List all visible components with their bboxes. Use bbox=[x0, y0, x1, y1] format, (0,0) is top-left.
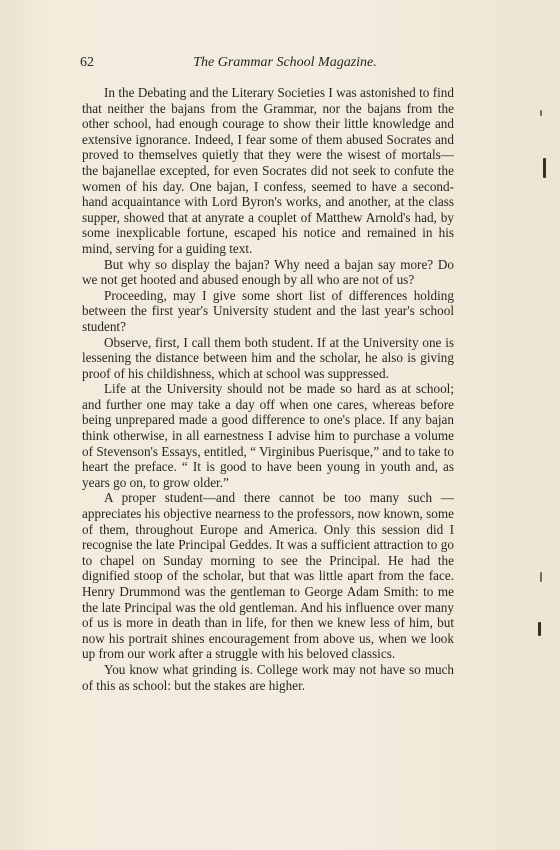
paragraph: Proceeding, may I give some short list of differences holding between the first year's University student and the last year's school student? bbox=[82, 287, 454, 334]
margin-ink-mark bbox=[540, 572, 542, 582]
paragraph: But why so display the bajan? Why need a bajan say more? Do we not get hooted and abused enough by all who are not of us? bbox=[82, 256, 454, 288]
paragraph: A proper student—and there cannot be too many such —appreciates his objective nearness to the professors, now known, some of them, throughout Europe and America. Only this session did I recognise the late Principal Geddes. It was a sufficient attraction to go to chapel on Sunday morning to see the Principal. He had the dignified stoop of the scholar, but that was little apart from the face. Henry Drummond was the gentleman to George Adam Smith: to me the late Principal was the old gentleman. And his influence over many of us is more in death than in life, for then we knew less of him, but now his portrait shines encouragement from above us, when we look up from our work after a struggle with his beloved classics. bbox=[82, 490, 454, 662]
article-body bbox=[82, 85, 454, 693]
margin-ink-mark bbox=[538, 622, 541, 636]
page-header bbox=[80, 55, 460, 77]
paragraph: In the Debating and the Literary Societies I was astonished to find that neither the bajans from the Grammar, nor the bajans from the other school, had enough courage to show their little knowledge and extensive ignorance. Indeed, I fear some of them abused Socrates and proved to themselves quietly that they were the wisest of mortals— the bajanellae excepted, for even Socrates did not seek to confute the women of his day. One bajan, I confess, seemed to have a second-hand acquaintance with Lord Byron's works, and another, at the class supper, showed that at anyrate a couplet of Matthew Arnold's had, by some inexplicable fortune, escaped his notice and remained in his mind, serving for a guiding text. bbox=[82, 85, 454, 256]
margin-ink-mark bbox=[540, 110, 542, 116]
paragraph: Observe, first, I call them both student. If at the University one is lessening the distance between him and the scholar, he also is giving proof of his childishness, which at school was suppressed. bbox=[82, 334, 454, 381]
page-number: 62 bbox=[80, 55, 94, 70]
paragraph: Life at the University should not be made so hard as at school; and further one may take a day off when one cares, whereas before being unprepared made a good difference to one's place. If any bajan think otherwise, in all earnestness I advise him to purchase a volume of Stevenson's Essays, entitled, “ Virginibus Puerisque,” and to take to heart the preface. “ It is good to have been young in youth and, as years go on, to grow older.” bbox=[82, 381, 454, 490]
paragraph: You know what grinding is. College work may not have so much of this as school: but the stakes are higher. bbox=[82, 661, 454, 693]
running-title: The Grammar School Magazine. bbox=[193, 55, 377, 70]
margin-ink-mark bbox=[543, 158, 546, 178]
